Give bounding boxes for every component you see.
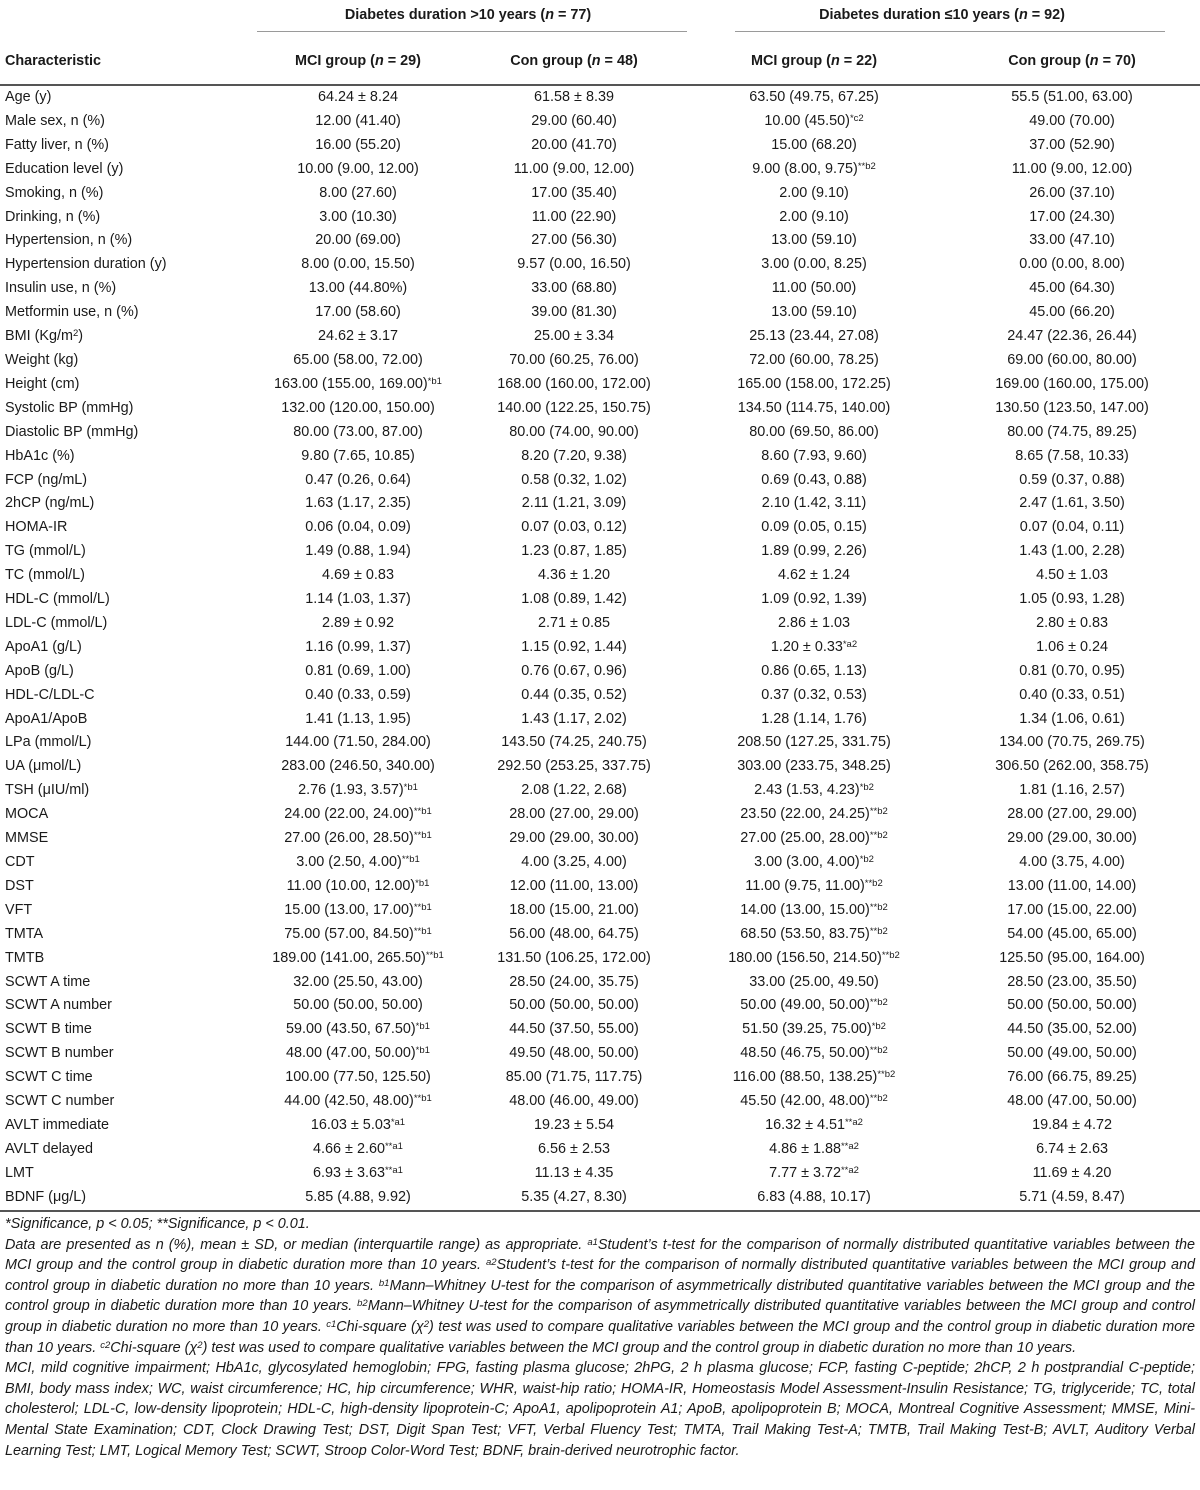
table-cell: 10.00 (9.00, 12.00) (297, 160, 419, 177)
table-cell: 80.00 (74.75, 89.25) (1007, 423, 1137, 440)
table-cell: 3.00 (0.00, 8.25) (761, 256, 867, 273)
table-row (0, 301, 1200, 325)
row-label: HDL-C/LDL-C (5, 686, 95, 703)
table-cell: 12.00 (11.00, 13.00) (509, 877, 639, 894)
table-cell: 61.58 ± 8.39 (534, 89, 614, 105)
table-row (0, 206, 1200, 230)
column-header-con-short: Con group (n = 70) (944, 38, 1200, 85)
table-cell: 44.00 (42.50, 48.00)$^{**b1}$ (284, 1093, 432, 1110)
table-cell: 6.83 (4.88, 10.17) (684, 1186, 944, 1211)
table-cell: $4.86 \pm 1.88^{**a2}$ (769, 1140, 859, 1157)
table-cell: 169.00 (160.00, 175.00) (995, 375, 1149, 392)
row-label: BMI $(Kg/m^2)$ (5, 328, 84, 345)
table-cell: 2.43 (1.53, 4.23)$^{*b2}$ (754, 782, 874, 799)
table-cell: 33.00 (68.80) (531, 280, 617, 297)
table-cell: 3.00 (10.30) (319, 208, 397, 225)
table-cell: 4.00 (3.75, 4.00) (1019, 854, 1125, 870)
table-cell: 13.00 (44.80%) (308, 280, 408, 297)
table-cell: 0.81 (0.70, 0.95) (1019, 662, 1125, 679)
row-label: VFT (5, 901, 33, 918)
table-cell: 5.35 (4.27, 8.30) (464, 1186, 684, 1211)
table-cell: 18.00 (15.00, 21.00) (509, 901, 639, 918)
table-cell: 75.00 (57.00, 84.50)$^{**b1}$ (284, 925, 432, 942)
row-label: Education level (y) (5, 160, 124, 177)
table-cell: 19.23 ± 5.54 (534, 1116, 614, 1133)
row-label: LDL-C (mmol/L) (5, 614, 108, 631)
table-cell: 11.00 (22.90) (531, 208, 617, 225)
table-cell: 1.81 (1.16, 2.57) (1019, 782, 1125, 799)
table-cell: 25.00 ± 3.34 (534, 328, 614, 345)
table-cell: 8.60 (7.93, 9.60) (761, 447, 867, 464)
table-cell: 4.69 ± 0.83 (322, 567, 394, 584)
table-cell: 1.14 (1.03, 1.37) (305, 591, 411, 608)
table-row (0, 875, 1200, 899)
row-label: Drinking, n (%) (5, 208, 101, 225)
table-cell: 168.00 (160.00, 172.00) (497, 375, 651, 392)
row-label: AVLT delayed (5, 1140, 94, 1157)
row-label: HbA1c (%) (5, 447, 75, 464)
table-cell: 6.56 ± 2.53 (538, 1140, 610, 1157)
table-cell: 2.71 ± 0.85 (538, 614, 610, 631)
table-row (0, 899, 1200, 923)
table-cell: 54.00 (45.00, 65.00) (1007, 925, 1137, 942)
row-label: UA (μmol/L) (5, 758, 82, 775)
row-label: Age (y) (5, 89, 52, 105)
table-row (0, 636, 1200, 660)
table-cell: 25.13 (23.44, 27.08) (749, 328, 879, 345)
table-cell: 0.76 (0.67, 0.96) (521, 662, 627, 679)
table-cell: 9.80 (7.65, 10.85) (301, 447, 415, 464)
footnote-methods: Data are presented as n (%), mean ± SD, or median (interquartile range) as appropriate. $^{a1}$Student’s t-test for the comparison of normally distributed quantitative variables between the MCI group and the control group in diabetic duration more than 10 years. $^{a2}$Student’s t-test for the comparison of normally distributed quantitative variables between the MCI group and control group in diabetic duration no more than 10 years. $^{b1}$Mann–Whitney U-test for the comparison of asymmetrically distributed quantitative variables between the MCI group and the control group in diabetic duration more than 10 years. $^{b2}$Mann–Whitney U-test for the comparison of asymmetrically distributed quantitative variables between the MCI group and control group in diabetic duration no more than 10 years. $^{c1}$Chi-square $(\chi^2)$ test was used to compare qualitative variables between the MCI group and the control group in diabetic duration more than 10 years. $^{c2}$Chi-square $(\chi^2)$ test was used to compare qualitative variables between the MCI group and the control group in diabetic duration no more than 10 years. (5, 1236, 1195, 1356)
table-cell: 76.00 (66.75, 89.25) (1007, 1069, 1137, 1086)
table-cell: 0.44 (0.35, 0.52) (521, 686, 627, 703)
table-row (0, 253, 1200, 277)
table-cell: 143.50 (74.25, 240.75) (501, 734, 647, 751)
table-cell: 1.05 (0.93, 1.28) (1019, 591, 1125, 608)
table-cell: 1.43 (1.00, 2.28) (1019, 543, 1125, 560)
table-cell: 1.15 (0.92, 1.44) (521, 638, 627, 655)
table-cell: 2.08 (1.22, 2.68) (521, 782, 627, 799)
table-cell: 49.50 (48.00, 50.00) (509, 1045, 639, 1062)
table-cell: 63.50 (49.75, 67.25) (749, 89, 879, 105)
row-label: CDT (5, 854, 35, 870)
table-row (0, 1018, 1200, 1042)
group-header-row (0, 0, 1200, 38)
table-cell: 80.00 (74.00, 90.00) (509, 423, 639, 440)
table-row (0, 158, 1200, 182)
table-cell: 0.07 (0.03, 0.12) (521, 519, 627, 536)
row-label: Height (cm) (5, 375, 80, 392)
table-row (0, 708, 1200, 732)
table-cell: 283.00 (246.50, 340.00) (281, 758, 435, 775)
table-cell: 134.50 (114.75, 140.00) (737, 399, 891, 416)
table-cell: 292.50 (253.25, 337.75) (497, 758, 651, 775)
table-row (0, 851, 1200, 875)
row-label: TMTA (5, 925, 44, 942)
table-row (0, 277, 1200, 301)
table-cell: 10.00 $(45.50)^{*c2}$ (764, 112, 864, 129)
table-cell: 55.5 (51.00, 63.00) (1011, 89, 1133, 105)
row-label: Smoking, n (%) (5, 184, 104, 201)
table-cell: 180.00 (156.50, 214.50)$^{**b2}$ (728, 949, 900, 966)
table-row (0, 349, 1200, 373)
table-cell: 0.69 (0.43, 0.88) (761, 471, 867, 488)
table-cell: 17.00 (15.00, 22.00) (1007, 901, 1137, 918)
table-cell: 5.85 (4.88, 9.92) (252, 1186, 464, 1211)
row-label: SCWT A time (5, 973, 91, 990)
table-cell: $1.20 \pm 0.33^{*a2}$ (770, 638, 858, 655)
table-cell: 3.00 (3.00, 4.00)$^{*b2}$ (754, 854, 874, 870)
table-cell: 2.76 (1.93, 3.57)$^{*b1}$ (298, 782, 418, 799)
table-row (0, 1186, 1200, 1211)
table-cell: 0.00 (0.00, 8.00) (1019, 256, 1125, 273)
table-cell: 68.50 (53.50, 83.75)$^{**b2}$ (740, 925, 888, 942)
table-cell: 28.50 (23.00, 35.50) (1007, 973, 1137, 990)
table-cell: 59.00 (43.50, 67.50)$^{*b1}$ (286, 1021, 430, 1038)
row-label: Male sex, n (%) (5, 112, 105, 129)
column-header-characteristic: Characteristic (0, 38, 252, 85)
table-cell: 50.00 (50.00, 50.00) (1007, 997, 1137, 1014)
table-row (0, 469, 1200, 493)
column-header-row (0, 38, 1200, 85)
table-row (0, 1162, 1200, 1186)
table-row (0, 779, 1200, 803)
table-cell: 17.00 (35.40) (531, 184, 617, 201)
table-row (0, 731, 1200, 755)
row-label: Metformin use, n (%) (5, 304, 139, 321)
table-cell: 4.00 (3.25, 4.00) (521, 854, 627, 870)
table-cell: 1.23 (0.87, 1.85) (521, 543, 627, 560)
table-cell: 2.10 (1.42, 3.11) (761, 495, 867, 512)
table-row (0, 540, 1200, 564)
table-header (0, 0, 1200, 85)
table-cell: $6.93 \pm 3.63^{**a1}$ (313, 1164, 403, 1181)
table-cell: 44.50 (37.50, 55.00) (509, 1021, 639, 1038)
table-cell: 1.43 (1.17, 2.02) (521, 710, 627, 727)
row-label: ApoA1 (g/L) (5, 638, 82, 655)
column-header-con-long: Con group (n = 48) (464, 38, 684, 85)
row-label: SCWT B number (5, 1045, 114, 1062)
table-cell: 51.50 (39.25, 75.00)$^{*b2}$ (742, 1021, 886, 1038)
footnote-abbreviations: MCI, mild cognitive impairment; HbA1c, glycosylated hemoglobin; FPG, fasting plasma glucose; 2hPG, 2 h plasma glucose; FCP, fasting C-peptide; 2hCP, 2 h postprandial C-peptide; BMI, body mass index; WC, waist circumference; HC, hip circumference; WHR, waist-hip ratio; HOMA-IR, Homeostasis Model Assessment-Insulin Resistance; TG, triglyceride; TC, total cholesterol; LDL-C, low-density lipoprotein; HDL-C, high-density lipoprotein-C; ApoA1, apolipoprotein A1; ApoB, apolipoprotein B; MOCA, Montreal Cognitive Assessment; MMSE, Mini-Mental State Examination; CDT, Clock Drawing Test; DST, Digit Span Test; VFT, Verbal Fluency Test; TMTA, Trail Making Test-A; TMTB, Trail Making Test-B; AVLT, Auditory Verbal Learning Test; LMT, Logical Memory Test; SCWT, Stroop Color-Word Test; BDNF, brain-derived neurotrophic factor. (5, 1360, 1195, 1459)
row-label: 2hCP (ng/mL) (5, 495, 95, 512)
row-label: AVLT immediate (5, 1116, 109, 1133)
table-cell: 80.00 (69.50, 86.00) (749, 423, 879, 440)
table-row (0, 110, 1200, 134)
table-row (0, 182, 1200, 206)
table-cell: 70.00 (60.25, 76.00) (509, 351, 639, 368)
table-cell: 16.00 (55.20) (315, 136, 401, 153)
table-cell: 20.00 (69.00) (315, 232, 401, 249)
table-cell: 132.00 (120.00, 150.00) (281, 399, 435, 416)
row-label: Weight (kg) (5, 351, 79, 368)
table-cell: 208.50 (127.25, 331.75) (737, 734, 891, 751)
row-label: DST (5, 877, 34, 894)
table-cell: 2.86 ± 1.03 (778, 614, 850, 631)
table-cell: 13.00 (59.10) (771, 304, 857, 321)
table-cell: 65.00 (58.00, 72.00) (293, 351, 423, 368)
table-cell: 2.00 (9.10) (779, 208, 849, 225)
table-row (0, 229, 1200, 253)
table-cell: 0.81 (0.69, 1.00) (305, 662, 411, 679)
table-cell: 27.00 (26.00, 28.50)$^{**b1}$ (284, 830, 432, 847)
table-row (0, 421, 1200, 445)
table-cell: 1.89 (0.99, 2.26) (761, 543, 867, 560)
table-cell: 11.00 (50.00) (771, 280, 857, 297)
table-cell: 1.16 (0.99, 1.37) (305, 638, 411, 655)
table-cell: 32.00 (25.50, 43.00) (293, 973, 423, 990)
row-label: FCP (ng/mL) (5, 471, 88, 488)
table-cell: 27.00 (25.00, 28.00)$^{**b2}$ (740, 830, 888, 847)
table-cell: 50.00 (50.00, 50.00) (293, 997, 423, 1014)
row-label: SCWT C number (5, 1093, 115, 1110)
table-cell: 9.57 (0.00, 16.50) (517, 256, 631, 273)
table-cell: $16.32 \pm 4.51^{**a2}$ (765, 1116, 863, 1133)
table-cell: 45.00 (66.20) (1029, 304, 1115, 321)
table-cell: 1.49 (0.88, 1.94) (305, 543, 411, 560)
table-cell: 27.00 (56.30) (531, 232, 617, 249)
table-cell: 131.50 (106.25, 172.00) (497, 949, 651, 966)
table-cell: 23.50 (22.00, 24.25)$^{**b2}$ (740, 806, 888, 823)
table-cell: 130.50 (123.50, 147.00) (995, 399, 1149, 416)
table-cell: 28.00 (27.00, 29.00) (1007, 806, 1137, 823)
table-row (0, 373, 1200, 397)
table-cell: 69.00 (60.00, 80.00) (1007, 351, 1137, 368)
table-cell: 24.47 (22.36, 26.44) (1007, 328, 1137, 345)
table-cell: 2.80 ± 0.83 (1036, 614, 1108, 631)
table-cell: 0.37 (0.32, 0.53) (761, 686, 867, 703)
row-label: HOMA-IR (5, 519, 68, 536)
column-header-mci-short: MCI group (n = 22) (684, 38, 944, 85)
table-cell: 37.00 (52.90) (1029, 136, 1115, 153)
table-row (0, 684, 1200, 708)
table-cell: 29.00 (60.40) (531, 112, 617, 129)
table-row (0, 803, 1200, 827)
group-header-short-duration: Diabetes duration ≤10 years (n = 92) (684, 0, 1200, 38)
table-cell: 0.86 (0.65, 1.13) (761, 662, 867, 679)
table-row (0, 660, 1200, 684)
column-header-mci-long: MCI group (n = 29) (252, 38, 464, 85)
table-cell: 0.40 (0.33, 0.51) (1019, 686, 1125, 703)
table-cell: 3.00 (2.50, 4.00)$^{**b1}$ (296, 854, 420, 870)
table-cell: 144.00 (71.50, 284.00) (285, 734, 431, 751)
table-cell: 24.62 ± 3.17 (318, 328, 398, 345)
table-cell: 13.00 (11.00, 14.00) (1007, 877, 1137, 894)
row-label: TC (mmol/L) (5, 567, 85, 584)
table-cell: 48.50 (46.75, 50.00)$^{**b2}$ (740, 1045, 888, 1062)
table-cell: 1.63 (1.17, 2.35) (305, 495, 411, 512)
table-row (0, 947, 1200, 971)
table-cell: 64.24 ± 8.24 (318, 89, 398, 105)
table-cell: 48.00 (46.00, 49.00) (509, 1093, 639, 1110)
table-cell: 48.00 (47.00, 50.00)$^{*b1}$ (286, 1045, 430, 1062)
table-row (0, 1090, 1200, 1114)
table-row (0, 1138, 1200, 1162)
table-cell: 8.00 (27.60) (319, 184, 397, 201)
table-cell: 17.00 (58.60) (315, 304, 401, 321)
table-cell: 1.34 (1.06, 0.61) (1019, 710, 1125, 727)
table-cell: 12.00 (41.40) (315, 112, 401, 129)
table-row (0, 516, 1200, 540)
table-row (0, 492, 1200, 516)
table-cell: 17.00 (24.30) (1029, 208, 1115, 225)
table-cell: 50.00 (49.00, 50.00) (1007, 1045, 1137, 1062)
table-cell: 14.00 (13.00, 15.00)$^{**b2}$ (740, 901, 888, 918)
row-label: TSH (μIU/ml) (5, 782, 90, 799)
table-row (0, 994, 1200, 1018)
table-cell: 0.58 (0.32, 1.02) (521, 471, 627, 488)
table-cell: 5.71 (4.59, 8.47) (944, 1186, 1200, 1211)
row-label: Insulin use, n (%) (5, 280, 117, 297)
table-cell: $4.66 \pm 2.60^{**a1}$ (313, 1140, 403, 1157)
table-cell: 1.41 (1.13, 1.95) (305, 710, 411, 727)
table-cell: 15.00 (68.20) (771, 136, 857, 153)
table-cell: 80.00 (73.00, 87.00) (293, 423, 423, 440)
table-cell: 29.00 (29.00, 30.00) (1007, 830, 1137, 847)
table-cell: 165.00 (158.00, 172.25) (737, 375, 891, 392)
table-cell: 45.00 (64.30) (1029, 280, 1115, 297)
table-cell: 303.00 (233.75, 348.25) (737, 758, 891, 775)
table-cell: 6.74 ± 2.63 (1036, 1140, 1108, 1157)
table-cell: 11.00 (10.00, 12.00)$^{*b1}$ (286, 877, 430, 894)
table-cell: 85.00 (71.75, 117.75) (505, 1069, 643, 1086)
table-cell: 33.00 (25.00, 49.50) (749, 973, 879, 990)
table-row (0, 923, 1200, 947)
row-label: Systolic BP (mmHg) (5, 399, 134, 416)
table-cell: 100.00 (77.50, 125.50) (285, 1069, 431, 1086)
table-cell: 45.50 (42.00, 48.00)$^{**b2}$ (740, 1093, 888, 1110)
table-row (0, 971, 1200, 995)
row-label: HDL-C (mmol/L) (5, 591, 110, 608)
table-row (0, 755, 1200, 779)
table-cell: 11.00 (9.00, 12.00) (513, 160, 635, 177)
table-cell: 9.00 (8.00, 9.75)$^{**b2}$ (752, 160, 876, 177)
table-cell: 11.00 (9.00, 12.00) (1011, 160, 1133, 177)
table-cell: 29.00 (29.00, 30.00) (509, 830, 639, 847)
row-label: LMT (5, 1164, 34, 1181)
table-cell: 44.50 (35.00, 52.00) (1007, 1021, 1137, 1038)
row-label: SCWT B time (5, 1021, 92, 1038)
row-label: MMSE (5, 830, 49, 847)
table-row (0, 134, 1200, 158)
table-cell: 49.00 (70.00) (1029, 112, 1115, 129)
row-label: MOCA (5, 806, 49, 823)
group-header-long-duration: Diabetes duration >10 years (n = 77) (252, 0, 684, 38)
table-cell: 0.59 (0.37, 0.88) (1019, 471, 1125, 488)
row-label: TMTB (5, 949, 45, 966)
table-cell: 2.47 (1.61, 3.50) (1019, 495, 1125, 512)
table-row (0, 325, 1200, 349)
table-row (0, 397, 1200, 421)
table-row (0, 85, 1200, 110)
table-cell: 1.06 ± 0.24 (1036, 638, 1108, 655)
table-cell: 134.00 (70.75, 269.75) (999, 734, 1145, 751)
table-cell: 56.00 (48.00, 64.75) (509, 925, 639, 942)
table-cell: $7.77 \pm 3.72^{**a2}$ (769, 1164, 859, 1181)
table-cell: 15.00 (13.00, 17.00)$^{**b1}$ (284, 901, 432, 918)
table-row (0, 564, 1200, 588)
table-footnotes (5, 1214, 1195, 1461)
table-cell: 50.00 (50.00, 50.00) (509, 997, 639, 1014)
table-cell: 20.00 (41.70) (531, 136, 617, 153)
table-body (0, 85, 1200, 1211)
row-label: Fatty liver, n (%) (5, 136, 109, 153)
table-cell: 0.40 (0.33, 0.59) (305, 686, 411, 703)
table-cell: 0.09 (0.05, 0.15) (761, 519, 867, 536)
table-cell: 13.00 (59.10) (771, 232, 857, 249)
table-cell: 0.07 (0.04, 0.11) (1019, 519, 1125, 536)
row-label: LPa (mmol/L) (5, 734, 92, 751)
row-label: ApoA1/ApoB (5, 710, 88, 727)
table-cell: 0.47 (0.26, 0.64) (305, 471, 411, 488)
table-cell: 11.13 ± 4.35 (534, 1164, 614, 1181)
row-label: ApoB (g/L) (5, 662, 74, 679)
table-cell: 1.08 (0.89, 1.42) (521, 591, 627, 608)
table-cell: 8.20 (7.20, 9.38) (521, 447, 627, 464)
table-cell: 1.28 (1.14, 1.76) (761, 710, 867, 727)
table-cell: 2.89 ± 0.92 (322, 614, 394, 631)
row-label: Hypertension, n (%) (5, 232, 133, 249)
table-cell: 33.00 (47.10) (1029, 232, 1115, 249)
table-cell: 8.00 (0.00, 15.50) (301, 256, 415, 273)
table-row (0, 827, 1200, 851)
row-label: Diastolic BP (mmHg) (5, 423, 139, 440)
table-cell: 26.00 (37.10) (1029, 184, 1115, 201)
table-cell: 163.00 (155.00, 169.00)$^{*b1}$ (274, 375, 442, 392)
table-cell: 2.00 (9.10) (779, 184, 849, 201)
table-row (0, 445, 1200, 469)
table-cell: 125.50 (95.00, 164.00) (999, 949, 1145, 966)
table-cell: 48.00 (47.00, 50.00) (1007, 1093, 1137, 1110)
table-row (0, 588, 1200, 612)
row-label: TG (mmol/L) (5, 543, 86, 560)
table-cell: 4.50 ± 1.03 (1036, 567, 1108, 584)
table-cell: 140.00 (122.25, 150.75) (497, 399, 651, 416)
table-cell: 50.00 (49.00, 50.00)$^{**b2}$ (740, 997, 888, 1014)
row-label: BDNF (μg/L) (0, 1186, 252, 1211)
table-row (0, 1042, 1200, 1066)
table-cell: 306.50 (262.00, 358.75) (995, 758, 1149, 775)
row-label: SCWT A number (5, 997, 112, 1014)
table-cell: 8.65 (7.58, 10.33) (1015, 447, 1129, 464)
table-row (0, 1066, 1200, 1090)
table-row (0, 612, 1200, 636)
table-cell: 19.84 ± 4.72 (1032, 1116, 1112, 1133)
table-row (0, 1114, 1200, 1138)
table-cell: 2.11 (1.21, 3.09) (521, 495, 627, 512)
table-cell: 1.09 (0.92, 1.39) (761, 591, 867, 608)
table-cell: 39.00 (81.30) (531, 304, 617, 321)
table-cell: 4.62 ± 1.24 (778, 567, 850, 584)
table-cell: 28.50 (24.00, 35.75) (509, 973, 639, 990)
row-label: Hypertension duration (y) (5, 256, 167, 273)
table-cell: 11.69 ± 4.20 (1032, 1164, 1112, 1181)
table-cell: 24.00 (22.00, 24.00)$^{**b1}$ (284, 806, 432, 823)
table-cell: 4.36 ± 1.20 (538, 567, 610, 584)
table-cell: 116.00 (88.50, 138.25)$^{**b2}$ (732, 1069, 896, 1086)
table-cell: 189.00 (141.00, 265.50)$^{**b1}$ (272, 949, 444, 966)
footnote-significance: *Significance, p < 0.05; **Significance, p < 0.01. (5, 1216, 310, 1232)
row-label: SCWT C time (5, 1069, 93, 1086)
table-cell: 28.00 (27.00, 29.00) (509, 806, 639, 823)
table-cell: 11.00 (9.75, 11.00)$^{**b2}$ (745, 877, 883, 894)
table-cell: 72.00 (60.00, 78.25) (749, 351, 879, 368)
table-cell: $16.03 \pm 5.03^{*a1}$ (310, 1116, 406, 1133)
table-cell: 0.06 (0.04, 0.09) (305, 519, 411, 536)
